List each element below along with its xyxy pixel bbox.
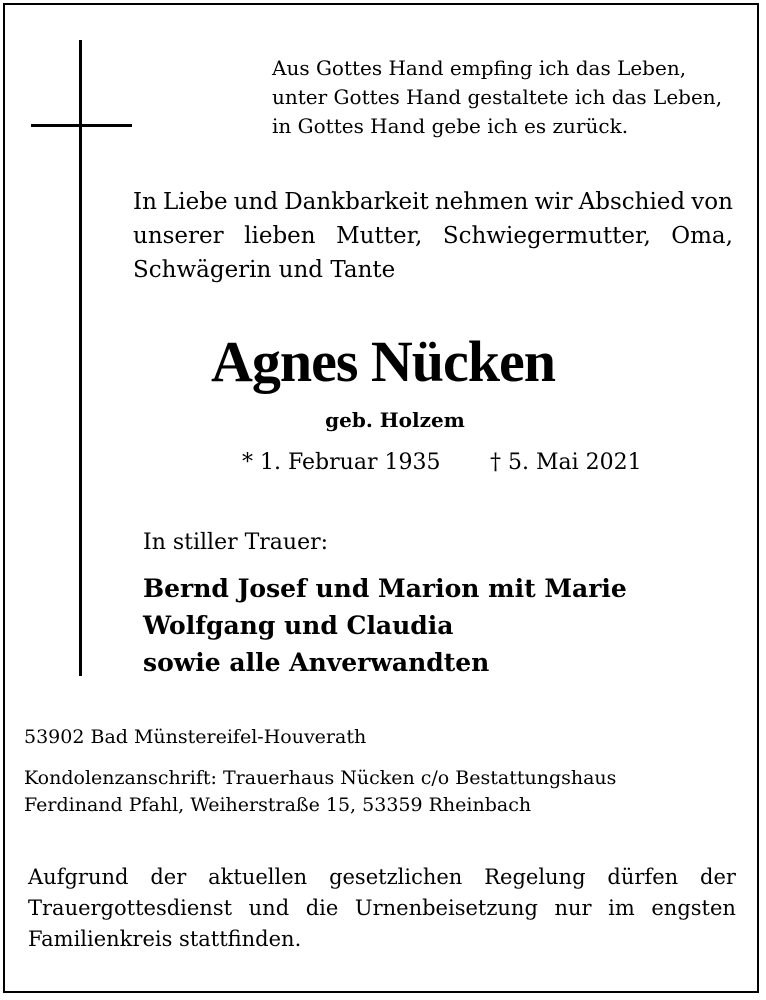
- condolence-line: Kondolenzanschrift: Trauerhaus Nücken c/o Bestattungshaus: [24, 767, 617, 789]
- verse-line: in Gottes Hand gebe ich es zurück.: [272, 114, 629, 138]
- covid-notice: [28, 862, 736, 955]
- verse-line: unter Gottes Hand gestaltete ich das Leben,: [272, 85, 723, 109]
- mourners-list: [143, 570, 627, 681]
- mourners-label: In stiller Trauer:: [143, 530, 329, 555]
- death-date: † 5. Mai 2021: [490, 450, 642, 475]
- notice-line-3: Familienkreis stattfinden.: [28, 927, 302, 951]
- intro-line-3: Schwägerin und Tante: [133, 257, 396, 283]
- maiden-name: geb. Holzem: [325, 408, 465, 432]
- intro-line-1: In Liebe und Dankbarkeit nehmen wir Abschied von: [133, 189, 733, 215]
- mourner-name: sowie alle Anverwandten: [143, 648, 490, 677]
- condolence-line: Ferdinand Pfahl, Weiherstraße 15, 53359 Rheinbach: [24, 794, 532, 816]
- obituary-frame: [3, 3, 759, 993]
- deceased-name: Agnes Nücken: [210, 329, 556, 394]
- mourner-name: Wolfgang und Claudia: [143, 611, 454, 640]
- intro-text: [133, 185, 733, 287]
- mourner-name: Bernd Josef und Marion mit Marie: [143, 574, 627, 603]
- verse: [272, 54, 722, 141]
- condolence-address: [24, 765, 616, 819]
- notice-line-1: Aufgrund der aktuellen gesetzlichen Regelung dürfen der: [28, 865, 736, 889]
- notice-line-2: Trauergottesdienst und die Urnenbeisetzung nur im engsten: [28, 896, 736, 920]
- verse-line: Aus Gottes Hand empfing ich das Leben,: [272, 56, 687, 80]
- cross-icon-bar: [31, 124, 132, 127]
- intro-line-2: unserer lieben Mutter, Schwiegermutter, Oma,: [133, 223, 733, 249]
- birth-date: * 1. Februar 1935: [242, 450, 441, 475]
- home-address: 53902 Bad Münstereifel-Houverath: [24, 726, 367, 748]
